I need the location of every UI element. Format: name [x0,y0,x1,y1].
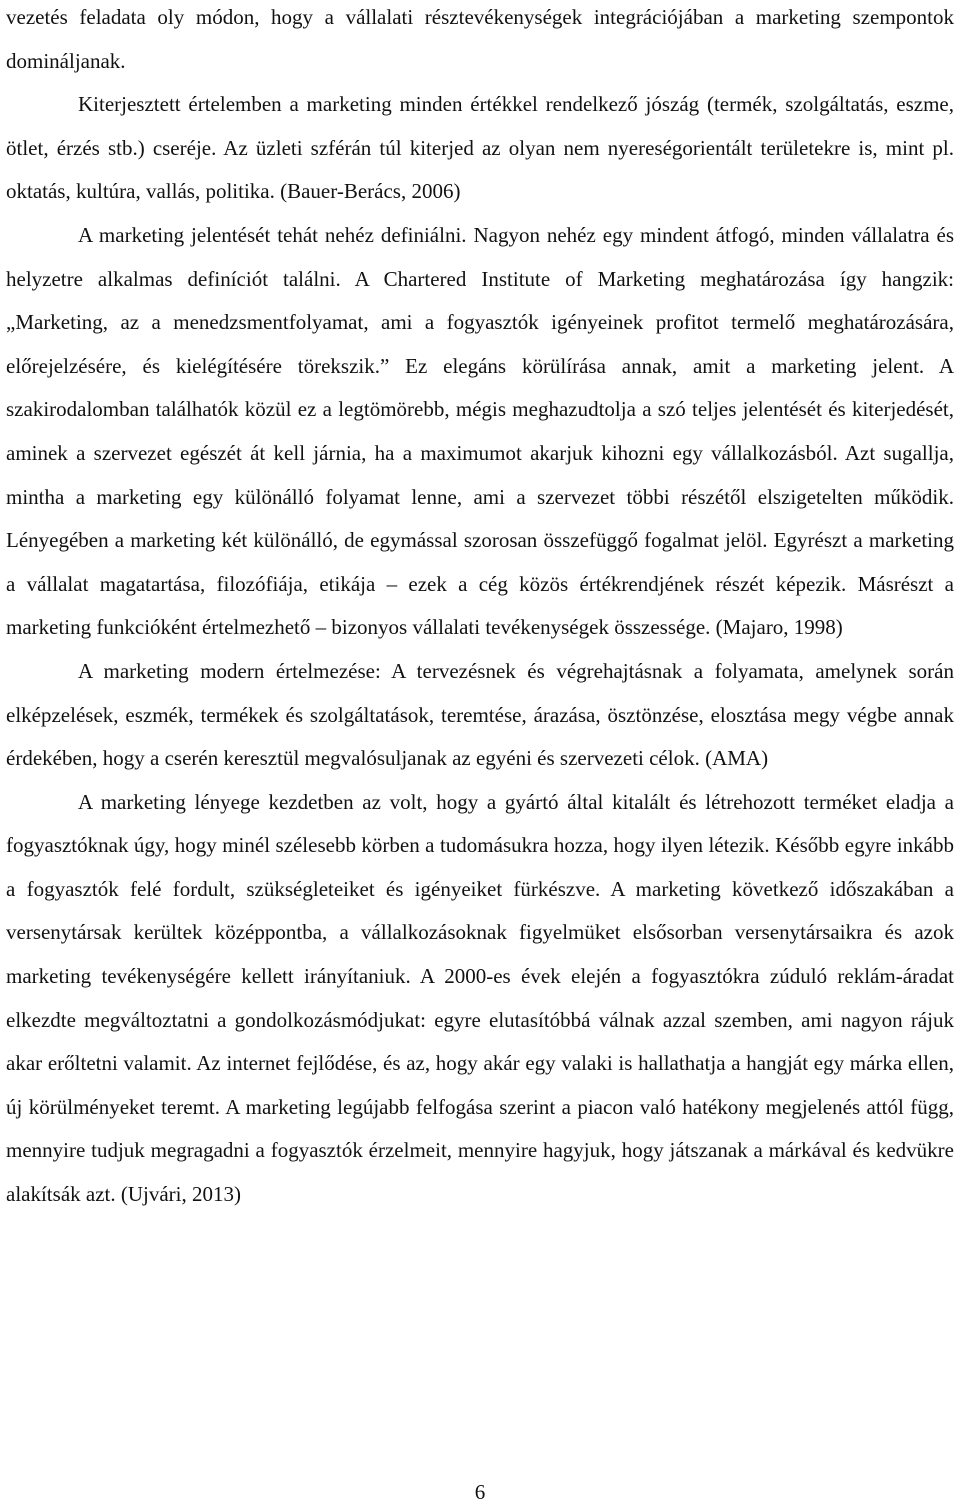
paragraph-definition: A marketing jelentését tehát nehéz definiálni. Nagyon nehéz egy mindent átfogó, minden vállalatra és helyzetre alkalmas definíciót találni. A Chartered Institute of Marketing meghatározása így hangzik: „Marketing, az a menedzsmentfolyamat, ami a fogyasztók igényeinek profitot termelő meghatározására, előrejelzésére, és kielégítésére törekszik.” Ez elegáns körülírása annak, amit a marketing jelent. A szakirodalomban találhatók közül ez a legtömörebb, mégis meghazudtolja a szó teljes jelentését és kiterjedését, aminek a szervezet egészét át kell járnia, ha a maximumot akarjuk kihozni egy vállalkozásból. Azt sugallja, mintha a marketing egy különálló folyamat lenne, ami a szervezet többi részétől elszigetelten működik. Lényegében a marketing két különálló, de egymással szorosan összefüggő fogalmat jelöl. Egyrészt a marketing a vállalat magatartása, filozófiája, etikája – ezek a cég közös értékrendjének részét képezik. Másrészt a marketing funkcióként értelmezhető – bizonyos vállalati tevékenységek összessége. (Majaro, 1998) [6,222,954,640]
paragraph-modern-interpretation: A marketing modern értelmezése: A tervezésnek és végrehajtásnak a folyamata, amelynek során elképzelések, eszmék, termékek és szolgáltatások, teremtése, árazása, ösztönzése, elosztása megy végbe annak érdekében, hogy a cserén keresztül megvalósuljanak az egyéni és szervezeti célok. (AMA) [6,658,954,771]
page-number: 6 [474,1480,486,1504]
paragraph-extended-meaning: Kiterjesztett értelemben a marketing minden értékkel rendelkező jószág (termék, szolgáltatás, eszme, ötlet, érzés stb.) cseréje. Az üzleti szférán túl kiterjed az olyan nem nyereségorientált területekre is, mint pl. oktatás, kultúra, vallás, politika. (Bauer-Berács, 2006) [6,92,954,204]
document-body [6,0,954,1217]
paragraph-marketing-essence: A marketing lényege kezdetben az volt, hogy a gyártó által kitalált és létrehozott terméket eladja a fogyasztóknak úgy, hogy minél szélesebb körben a tudomásukra hozza, hogy ilyen létezik. Később egyre inkább a fogyasztók felé fordult, szükségleteiket és igényeiket fürkészve. A marketing következő időszakában a versenytársak kerültek középpontba, a vállalkozásoknak figyelmüket elsősorban versenytársaikra és azok marketing tevékenységére kellett irányítaniuk. A 2000-es évek elején a fogyasztókra zúduló reklám-áradat elkezdte megváltoztatni a gondolkozásmódjukat: egyre elutasítóbbá válnak azzal szemben, ami nagyon rájuk akar erőltetni valamit. Az internet fejlődése, és az, hogy akár egy valaki is hallathatja a hangját egy márka ellen, új körülményeket teremt. A marketing legújabb felfogása szerint a piacon való hatékony megjelenés attól függ, mennyire tudjuk megragadni a fogyasztók érzelmeit, mennyire hagyjuk, hogy játszanak a márkával és kedvükre alakítsák azt. (Ujvári, 2013) [6,789,954,1207]
paragraph-continuation: vezetés feladata oly módon, hogy a vállalati résztevékenységek integrációjában a marketing szempontok domináljanak. [6,5,954,73]
